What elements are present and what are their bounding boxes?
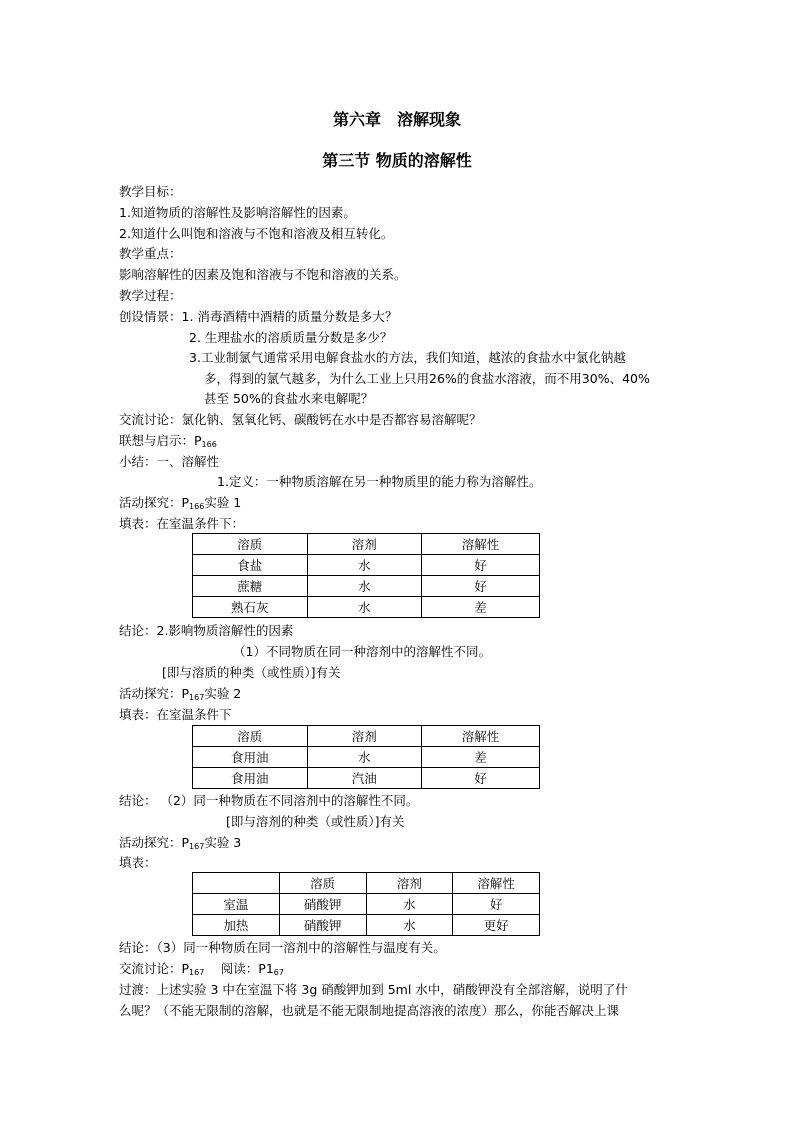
key-heading: 教学重点： [119,246,182,261]
table-header: 溶剂 [307,534,422,555]
table-header: 溶解性 [422,726,540,747]
table-cell: 好 [422,576,540,597]
table-cell: 硝酸钾 [279,894,366,915]
table-cell: 差 [422,597,540,618]
factor-3: 结论：（3）同一种物质在同一溶剂中的溶解性与温度有关。 [119,940,446,955]
table-header: 溶质 [193,726,308,747]
table-row [193,555,540,576]
table-cell: 加热 [193,915,280,936]
fill-2: 填表：在室温条件下 [119,707,232,722]
table-header: 溶剂 [366,873,453,894]
activity-2: 活动探究：$P_{167}$实验 2 [119,686,242,702]
scene-3b: 多，得到的氯气越多，为什么工业上只用26%的食盐水溶液，而不用30%、40% [204,371,650,386]
solubility-table-3 [192,872,540,936]
table-cell: 水 [307,597,422,618]
table-cell: 更好 [453,915,540,936]
table-row [193,576,540,597]
fill-1: 填表：在室温条件下： [119,516,245,531]
table-header: 溶解性 [453,873,540,894]
factor-2: 结论： （2）同一种物质在不同溶剂中的溶解性不同。 [119,793,419,808]
table-cell: 食盐 [193,555,308,576]
table-cell: 食用油 [193,768,308,789]
solubility-table-1 [192,533,540,618]
table-header: 溶解性 [422,534,540,555]
table-header: 溶质 [193,534,308,555]
table-cell: 水 [307,576,422,597]
table-row [193,597,540,618]
table-header-row [193,726,540,747]
table-row [193,768,540,789]
table-header: 溶剂 [307,726,422,747]
scene-1: 创设情景：1. 消毒酒精中酒精的质量分数是多大？ [119,309,398,324]
table-cell: 蔗糖 [193,576,308,597]
chapter-title: 第六章 溶解现象 [332,110,461,129]
table-row [193,747,540,768]
table-header-row [193,873,540,894]
goal-heading: 教学目标： [119,184,182,199]
transition-b: 么呢？（不能无限制的溶解，也就是不能无限制地提高溶液的浓度）那么，你能否解决上课 [119,1003,620,1018]
table-cell: 差 [422,747,540,768]
table-header-row [193,534,540,555]
fill-3: 填表： [119,855,157,870]
scene-2: 2. 生理盐水的溶质质量分数是多少？ [189,330,393,345]
activity-3: 活动探究：$P_{167}$实验 3 [119,835,242,851]
table-cell: 水 [307,555,422,576]
table-header [193,873,280,894]
table-cell: 水 [366,894,453,915]
process-heading: 教学过程： [119,288,182,303]
transition-a: 过渡：上述实验 3 中在室温下将 3g 硝酸钾加到 5ml 水中，硝酸钾没有全部溶解，说明了什 [119,982,628,997]
table-cell: 好 [453,894,540,915]
activity-1: 活动探究：$P_{166}$实验 1 [119,495,242,511]
section-title: 第三节 物质的溶解性 [322,151,472,170]
table-header: 溶质 [279,873,366,894]
table-cell: 汽油 [307,768,422,789]
table-cell: 好 [422,555,540,576]
factor-1-note: [即与溶质的种类（或性质）]有关 [162,665,341,680]
definition: 1.定义：一种物质溶解在另一种物质里的能力称为溶解性。 [217,474,542,489]
factor-2-note: [即与溶剂的种类（或性质）]有关 [226,814,405,829]
table-cell: 熟石灰 [193,597,308,618]
associate-line: 联想与启示：$P_{166}$ [119,433,217,449]
discuss-1: 交流讨论：氯化钠、氢氧化钙、碳酸钙在水中是否都容易溶解呢？ [119,412,482,427]
table-row [193,915,540,936]
table-cell: 食用油 [193,747,308,768]
table-cell: 水 [307,747,422,768]
solubility-table-2 [192,725,540,789]
table-cell: 室温 [193,894,280,915]
discuss-2: 交流讨论：$P_{167}$ 阅读：$P1_{67}$ [119,961,284,977]
key-text: 影响溶解性的因素及饱和溶液与不饱和溶液的关系。 [119,267,407,282]
conclusion-2: 结论：2.影响物质溶解性的因素 [119,623,294,638]
summary: 小结：一、溶解性 [119,454,220,469]
factor-1: （1）不同物质在同一种溶剂中的溶解性不同。 [233,644,491,659]
goal-2: 2.知道什么叫饱和溶液与不饱和溶液及相互转化。 [119,226,394,241]
scene-3a: 3.工业制氯气通常采用电解食盐水的方法，我们知道，越浓的食盐水中氯化钠越 [189,350,626,365]
table-cell: 好 [422,768,540,789]
goal-1: 1.知道物质的溶解性及影响溶解性的因素。 [119,205,356,220]
table-row [193,894,540,915]
table-cell: 水 [366,915,453,936]
table-cell: 硝酸钾 [279,915,366,936]
scene-3c: 甚至 50%的食盐水来电解呢？ [204,391,374,406]
